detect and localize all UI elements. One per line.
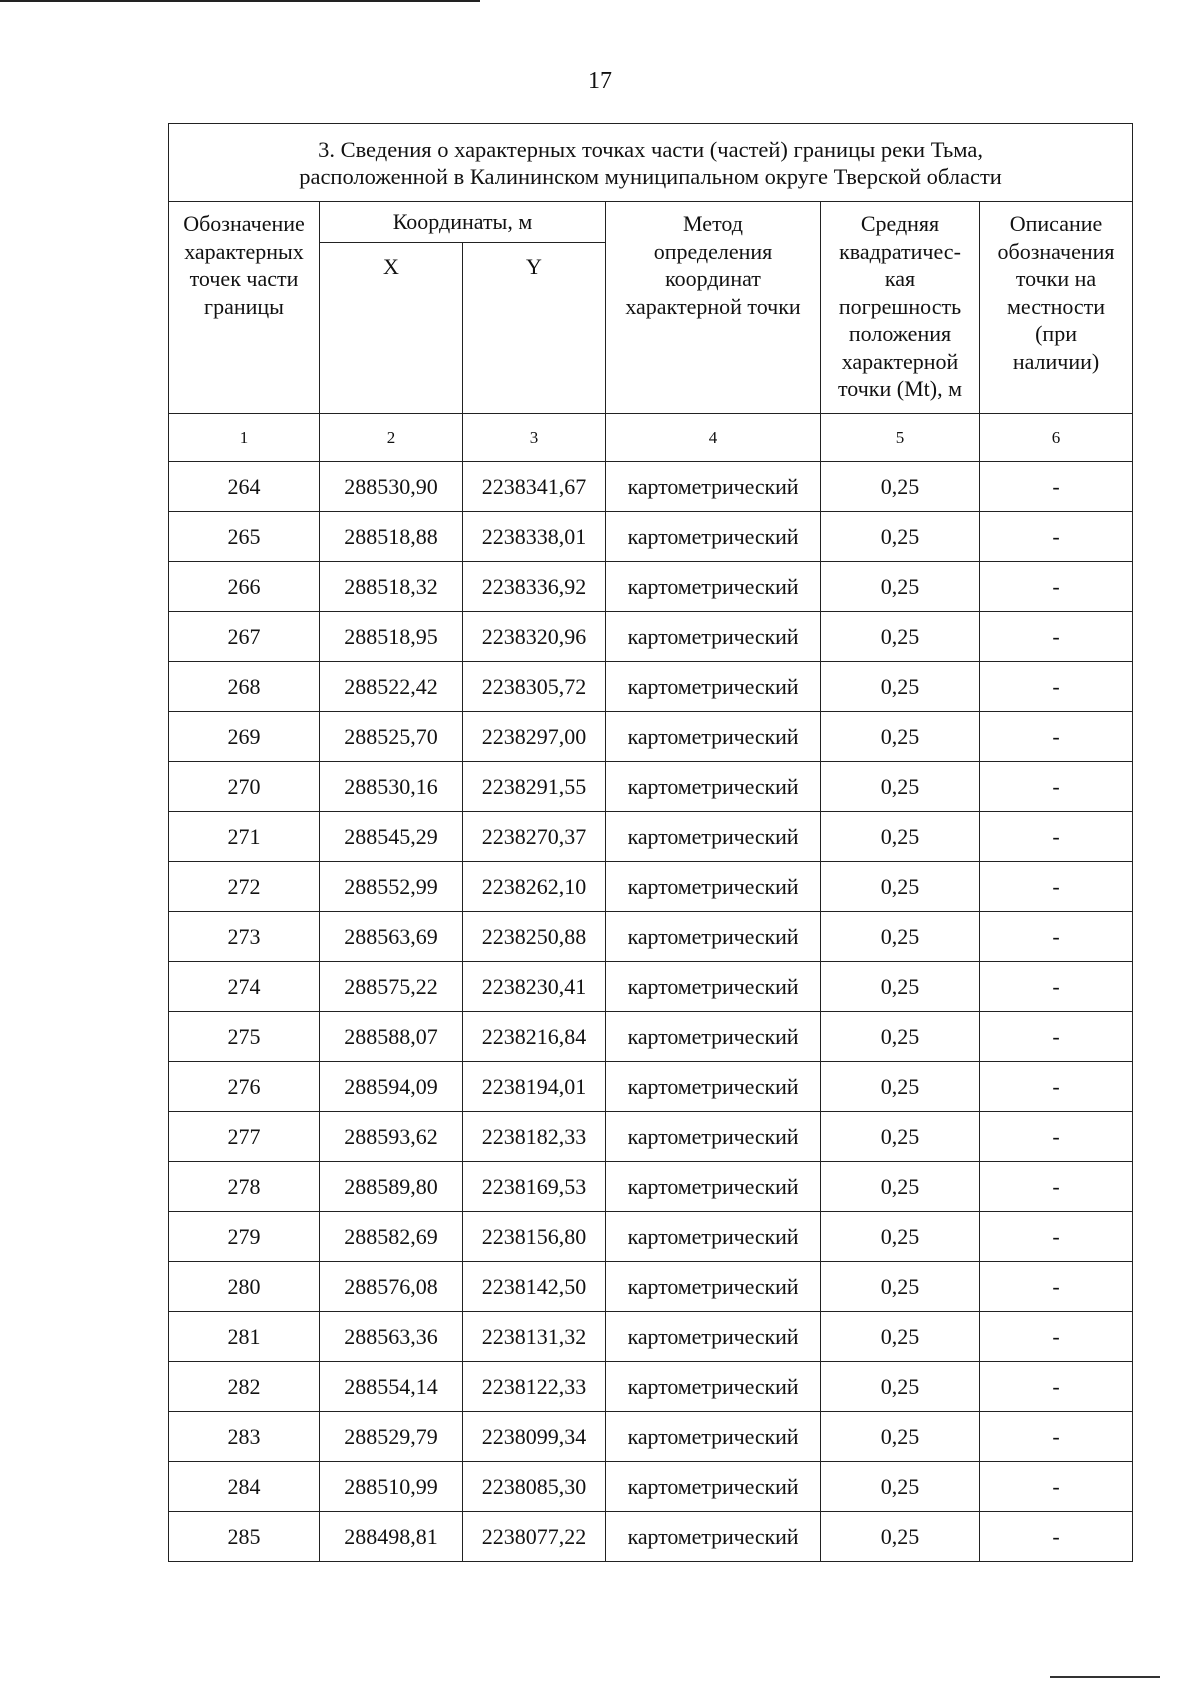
x-coordinate-cell: 288576,08 — [320, 1262, 463, 1312]
scan-edge-line — [0, 0, 480, 2]
error-cell: 0,25 — [821, 1462, 980, 1512]
header-text: Описание — [1009, 211, 1103, 236]
x-coordinate-cell: 288518,32 — [320, 562, 463, 612]
y-coordinate-cell: 2238297,00 — [463, 712, 606, 762]
header-text: координат — [665, 266, 761, 291]
header-text: погрешность — [838, 293, 962, 319]
header-point-designation — [169, 202, 320, 414]
table-row — [169, 1162, 1133, 1212]
error-cell: 0,25 — [821, 1112, 980, 1162]
x-coordinate-cell: 288563,69 — [320, 912, 463, 962]
error-cell: 0,25 — [821, 512, 980, 562]
method-cell: картометрический — [606, 562, 821, 612]
header-text: характерной точки — [625, 293, 801, 319]
error-cell: 0,25 — [821, 662, 980, 712]
x-coordinate-cell: 288582,69 — [320, 1212, 463, 1262]
method-cell: картометрический — [606, 1012, 821, 1062]
table-row — [169, 662, 1133, 712]
method-cell: картометрический — [606, 612, 821, 662]
description-cell: - — [980, 1062, 1133, 1112]
column-number: 1 — [169, 414, 320, 462]
y-coordinate-cell: 2238194,01 — [463, 1062, 606, 1112]
x-coordinate-cell: 288593,62 — [320, 1112, 463, 1162]
error-cell: 0,25 — [821, 462, 980, 512]
error-cell: 0,25 — [821, 1062, 980, 1112]
description-cell: - — [980, 1312, 1133, 1362]
method-cell: картометрический — [606, 1162, 821, 1212]
header-text: характерной — [841, 348, 959, 374]
point-cell: 272 — [169, 862, 320, 912]
y-coordinate-cell: 2238099,34 — [463, 1412, 606, 1462]
table-title-line-1: 3. Сведения о характерных точках части (частей) границы реки Тьма, — [318, 136, 983, 162]
method-cell: картометрический — [606, 1262, 821, 1312]
description-cell: - — [980, 1412, 1133, 1462]
error-cell: 0,25 — [821, 762, 980, 812]
method-cell: картометрический — [606, 512, 821, 562]
method-cell: картометрический — [606, 662, 821, 712]
y-coordinate-cell: 2238216,84 — [463, 1012, 606, 1062]
table-title-row — [169, 124, 1133, 202]
error-cell: 0,25 — [821, 1512, 980, 1562]
table-row — [169, 862, 1133, 912]
table-row — [169, 1412, 1133, 1462]
header-mean-square-error — [821, 202, 980, 414]
y-coordinate-cell: 2238156,80 — [463, 1212, 606, 1262]
method-cell: картометрический — [606, 912, 821, 962]
point-cell: 284 — [169, 1462, 320, 1512]
point-cell: 265 — [169, 512, 320, 562]
header-coordinates: Координаты, м — [320, 202, 606, 243]
description-cell: - — [980, 1262, 1133, 1312]
table-row — [169, 762, 1133, 812]
description-cell: - — [980, 512, 1133, 562]
column-number: 5 — [821, 414, 980, 462]
error-cell: 0,25 — [821, 1212, 980, 1262]
method-cell: картометрический — [606, 812, 821, 862]
point-cell: 267 — [169, 612, 320, 662]
x-coordinate-cell: 288518,95 — [320, 612, 463, 662]
description-cell: - — [980, 1112, 1133, 1162]
table-title-line-2: расположенной в Калининском муниципальном округе Тверской области — [299, 163, 1002, 189]
y-coordinate-cell: 2238338,01 — [463, 512, 606, 562]
point-cell: 282 — [169, 1362, 320, 1412]
point-cell: 271 — [169, 812, 320, 862]
table-row — [169, 612, 1133, 662]
description-cell: - — [980, 1512, 1133, 1562]
description-cell: - — [980, 1212, 1133, 1262]
header-row-1 — [169, 202, 1133, 243]
method-cell: картометрический — [606, 462, 821, 512]
header-text: Средняя — [860, 211, 940, 236]
table-row — [169, 1262, 1133, 1312]
header-text: обозначения — [997, 238, 1115, 264]
error-cell: 0,25 — [821, 712, 980, 762]
description-cell: - — [980, 1012, 1133, 1062]
error-cell: 0,25 — [821, 1162, 980, 1212]
y-coordinate-cell: 2238131,32 — [463, 1312, 606, 1362]
y-coordinate-cell: 2238262,10 — [463, 862, 606, 912]
point-cell: 280 — [169, 1262, 320, 1312]
header-text: определения — [653, 238, 773, 264]
description-cell: - — [980, 1462, 1133, 1512]
scan-edge-mark — [1050, 1676, 1160, 1678]
table-row — [169, 962, 1133, 1012]
point-cell: 277 — [169, 1112, 320, 1162]
method-cell: картометрический — [606, 862, 821, 912]
method-cell: картометрический — [606, 712, 821, 762]
table-row — [169, 562, 1133, 612]
y-coordinate-cell: 2238169,53 — [463, 1162, 606, 1212]
y-coordinate-cell: 2238320,96 — [463, 612, 606, 662]
y-coordinate-cell: 2238291,55 — [463, 762, 606, 812]
y-coordinate-cell: 2238305,72 — [463, 662, 606, 712]
method-cell: картометрический — [606, 1212, 821, 1262]
table-row — [169, 812, 1133, 862]
method-cell: картометрический — [606, 1362, 821, 1412]
table-row — [169, 1312, 1133, 1362]
column-number: 4 — [606, 414, 821, 462]
x-coordinate-cell: 288525,70 — [320, 712, 463, 762]
error-cell: 0,25 — [821, 1262, 980, 1312]
header-text: квадратичес- — [839, 238, 961, 264]
header-text: кая — [884, 266, 916, 291]
header-text: положения — [848, 321, 952, 346]
point-cell: 276 — [169, 1062, 320, 1112]
description-cell: - — [980, 762, 1133, 812]
method-cell: картометрический — [606, 1412, 821, 1462]
table-row — [169, 1012, 1133, 1062]
header-y: Y — [463, 243, 606, 414]
page-number: 17 — [588, 68, 612, 94]
y-coordinate-cell: 2238085,30 — [463, 1462, 606, 1512]
method-cell: картометрический — [606, 1512, 821, 1562]
description-cell: - — [980, 962, 1133, 1012]
x-coordinate-cell: 288554,14 — [320, 1362, 463, 1412]
header-description — [980, 202, 1133, 414]
description-cell: - — [980, 812, 1133, 862]
description-cell: - — [980, 1362, 1133, 1412]
description-cell: - — [980, 862, 1133, 912]
x-coordinate-cell: 288589,80 — [320, 1162, 463, 1212]
x-coordinate-cell: 288575,22 — [320, 962, 463, 1012]
error-cell: 0,25 — [821, 1312, 980, 1362]
column-number: 3 — [463, 414, 606, 462]
method-cell: картометрический — [606, 1312, 821, 1362]
point-cell: 269 — [169, 712, 320, 762]
table-title — [169, 124, 1133, 202]
point-cell: 264 — [169, 462, 320, 512]
table-row — [169, 462, 1133, 512]
header-text: Метод — [683, 211, 743, 236]
x-coordinate-cell: 288510,99 — [320, 1462, 463, 1512]
header-method — [606, 202, 821, 414]
x-coordinate-cell: 288552,99 — [320, 862, 463, 912]
error-cell: 0,25 — [821, 562, 980, 612]
error-cell: 0,25 — [821, 912, 980, 962]
y-coordinate-cell: 2238250,88 — [463, 912, 606, 962]
table-row — [169, 512, 1133, 562]
x-coordinate-cell: 288522,42 — [320, 662, 463, 712]
point-cell: 279 — [169, 1212, 320, 1262]
point-cell: 268 — [169, 662, 320, 712]
x-coordinate-cell: 288498,81 — [320, 1512, 463, 1562]
error-cell: 0,25 — [821, 862, 980, 912]
table-row — [169, 712, 1133, 762]
error-cell: 0,25 — [821, 812, 980, 862]
table-row — [169, 912, 1133, 962]
y-coordinate-cell: 2238341,67 — [463, 462, 606, 512]
description-cell: - — [980, 462, 1133, 512]
point-cell: 275 — [169, 1012, 320, 1062]
point-cell: 281 — [169, 1312, 320, 1362]
description-cell: - — [980, 712, 1133, 762]
header-text: точек части — [189, 266, 299, 291]
description-cell: - — [980, 912, 1133, 962]
header-x: X — [320, 243, 463, 414]
y-coordinate-cell: 2238230,41 — [463, 962, 606, 1012]
x-coordinate-cell: 288588,07 — [320, 1012, 463, 1062]
x-coordinate-cell: 288563,36 — [320, 1312, 463, 1362]
x-coordinate-cell: 288530,16 — [320, 762, 463, 812]
method-cell: картометрический — [606, 1112, 821, 1162]
table-row — [169, 1062, 1133, 1112]
header-text: точки (Mt), м — [837, 376, 963, 401]
y-coordinate-cell: 2238182,33 — [463, 1112, 606, 1162]
description-cell: - — [980, 1162, 1133, 1212]
boundary-points-table — [168, 123, 1133, 1562]
error-cell: 0,25 — [821, 1412, 980, 1462]
point-cell: 266 — [169, 562, 320, 612]
y-coordinate-cell: 2238270,37 — [463, 812, 606, 862]
point-cell: 273 — [169, 912, 320, 962]
table-row — [169, 1512, 1133, 1562]
header-text: Обозначение — [183, 211, 305, 236]
column-number: 2 — [320, 414, 463, 462]
error-cell: 0,25 — [821, 962, 980, 1012]
error-cell: 0,25 — [821, 1012, 980, 1062]
method-cell: картометрический — [606, 762, 821, 812]
method-cell: картометрический — [606, 1062, 821, 1112]
error-cell: 0,25 — [821, 612, 980, 662]
error-cell: 0,25 — [821, 1362, 980, 1412]
description-cell: - — [980, 662, 1133, 712]
method-cell: картометрический — [606, 962, 821, 1012]
y-coordinate-cell: 2238122,33 — [463, 1362, 606, 1412]
header-text: характерных — [184, 238, 304, 264]
x-coordinate-cell: 288594,09 — [320, 1062, 463, 1112]
x-coordinate-cell: 288529,79 — [320, 1412, 463, 1462]
point-cell: 278 — [169, 1162, 320, 1212]
point-cell: 274 — [169, 962, 320, 1012]
header-text: наличии) — [1012, 348, 1100, 374]
y-coordinate-cell: 2238077,22 — [463, 1512, 606, 1562]
column-number-row — [169, 414, 1133, 462]
y-coordinate-cell: 2238336,92 — [463, 562, 606, 612]
table-row — [169, 1362, 1133, 1412]
point-cell: 270 — [169, 762, 320, 812]
table-row — [169, 1212, 1133, 1262]
header-text: (при — [1035, 321, 1077, 346]
column-number: 6 — [980, 414, 1133, 462]
method-cell: картометрический — [606, 1462, 821, 1512]
header-text: точки на — [1015, 266, 1097, 291]
table-row — [169, 1462, 1133, 1512]
x-coordinate-cell: 288518,88 — [320, 512, 463, 562]
table-row — [169, 1112, 1133, 1162]
header-text: местности — [1006, 293, 1106, 319]
point-cell: 283 — [169, 1412, 320, 1462]
y-coordinate-cell: 2238142,50 — [463, 1262, 606, 1312]
header-text: границы — [204, 293, 284, 319]
point-cell: 285 — [169, 1512, 320, 1562]
x-coordinate-cell: 288530,90 — [320, 462, 463, 512]
x-coordinate-cell: 288545,29 — [320, 812, 463, 862]
description-cell: - — [980, 612, 1133, 662]
description-cell: - — [980, 562, 1133, 612]
